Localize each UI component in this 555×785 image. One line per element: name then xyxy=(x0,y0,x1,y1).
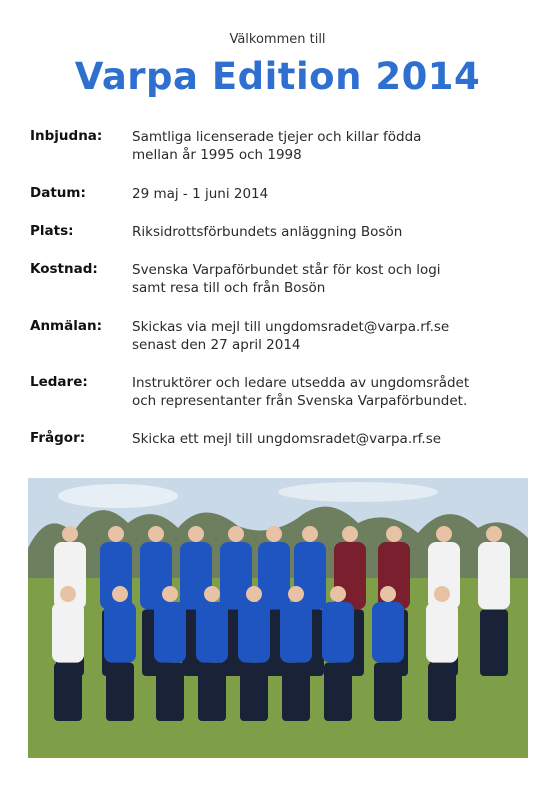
front-person-2-head xyxy=(162,586,178,602)
info-label: Anmälan: xyxy=(30,318,102,334)
back-person-8-head xyxy=(386,526,402,542)
front-person-0-head xyxy=(60,586,76,602)
front-person-4-head xyxy=(246,586,262,602)
front-person-3-head xyxy=(204,586,220,602)
info-value-line: 29 maj - 1 juni 2014 xyxy=(132,186,269,202)
team-photo-illustration xyxy=(28,478,528,758)
back-person-7-head xyxy=(342,526,358,542)
front-person-6-torso xyxy=(322,602,354,663)
info-label: Kostnad: xyxy=(30,261,98,277)
front-person-0-legs xyxy=(54,663,82,721)
back-person-6-head xyxy=(302,526,318,542)
front-person-4-legs xyxy=(240,663,268,721)
front-person-1-legs xyxy=(106,663,134,721)
info-value-line: Instruktörer och ledare utsedda av ungdomsrådet xyxy=(132,375,470,391)
info-value-line: samt resa till och från Bosön xyxy=(132,280,326,296)
front-person-1-head xyxy=(112,586,128,602)
info-label: Plats: xyxy=(30,223,74,239)
info-value-line: Skickas via mejl till ungdomsradet@varpa.rf.se xyxy=(132,319,450,335)
intro-text: Välkommen till xyxy=(229,32,326,47)
back-person-9-head xyxy=(436,526,452,542)
back-person-4-torso xyxy=(220,542,252,610)
back-person-3-head xyxy=(188,526,204,542)
back-person-4-head xyxy=(228,526,244,542)
front-person-7-head xyxy=(380,586,396,602)
info-value xyxy=(132,261,542,297)
info-value xyxy=(132,374,542,410)
info-label: Frågor: xyxy=(30,430,86,446)
back-person-10-head xyxy=(486,526,502,542)
front-person-2-legs xyxy=(156,663,184,721)
info-value-line: Samtliga licenserade tjejer och killar födda xyxy=(132,129,422,145)
front-person-5-legs xyxy=(282,663,310,721)
info-value-line: Skicka ett mejl till ungdomsradet@varpa.rf.se xyxy=(132,431,442,447)
front-person-8-head xyxy=(434,586,450,602)
page-title: Varpa Edition 2014 xyxy=(74,55,481,98)
info-value-line: Svenska Varpaförbundet står för kost och logi xyxy=(132,262,441,278)
front-person-6-legs xyxy=(324,663,352,721)
info-value xyxy=(132,318,542,354)
info-value xyxy=(132,430,542,448)
info-label: Datum: xyxy=(30,185,86,201)
back-person-5-torso xyxy=(258,542,290,610)
front-person-5-head xyxy=(288,586,304,602)
info-value xyxy=(132,223,542,241)
back-person-0-head xyxy=(62,526,78,542)
photo-cloud xyxy=(58,484,178,508)
back-person-10-torso xyxy=(478,542,510,610)
back-person-5-head xyxy=(266,526,282,542)
team-photo xyxy=(28,478,528,758)
info-label: Ledare: xyxy=(30,374,88,390)
photo-cloud xyxy=(278,482,438,502)
front-person-2-torso xyxy=(154,602,186,663)
front-person-7-legs xyxy=(374,663,402,721)
back-person-1-head xyxy=(108,526,124,542)
info-value-line: Riksidrottsförbundets anläggning Bosön xyxy=(132,224,403,240)
front-person-8-legs xyxy=(428,663,456,721)
front-person-4-torso xyxy=(238,602,270,663)
info-value-line: och representanter från Svenska Varpaförbundet. xyxy=(132,393,468,409)
front-person-3-legs xyxy=(198,663,226,721)
info-value-line: mellan år 1995 och 1998 xyxy=(132,147,302,163)
front-person-6-head xyxy=(330,586,346,602)
front-person-8-torso xyxy=(426,602,458,663)
info-label: Inbjudna: xyxy=(30,128,103,144)
info-value-line: senast den 27 april 2014 xyxy=(132,337,301,353)
back-person-2-head xyxy=(148,526,164,542)
info-value xyxy=(132,185,542,203)
front-person-3-torso xyxy=(196,602,228,663)
front-person-1-torso xyxy=(104,602,136,663)
back-person-10-legs xyxy=(480,610,508,677)
front-person-7-torso xyxy=(372,602,404,663)
front-person-0-torso xyxy=(52,602,84,663)
front-person-5-torso xyxy=(280,602,312,663)
info-value xyxy=(132,128,542,164)
